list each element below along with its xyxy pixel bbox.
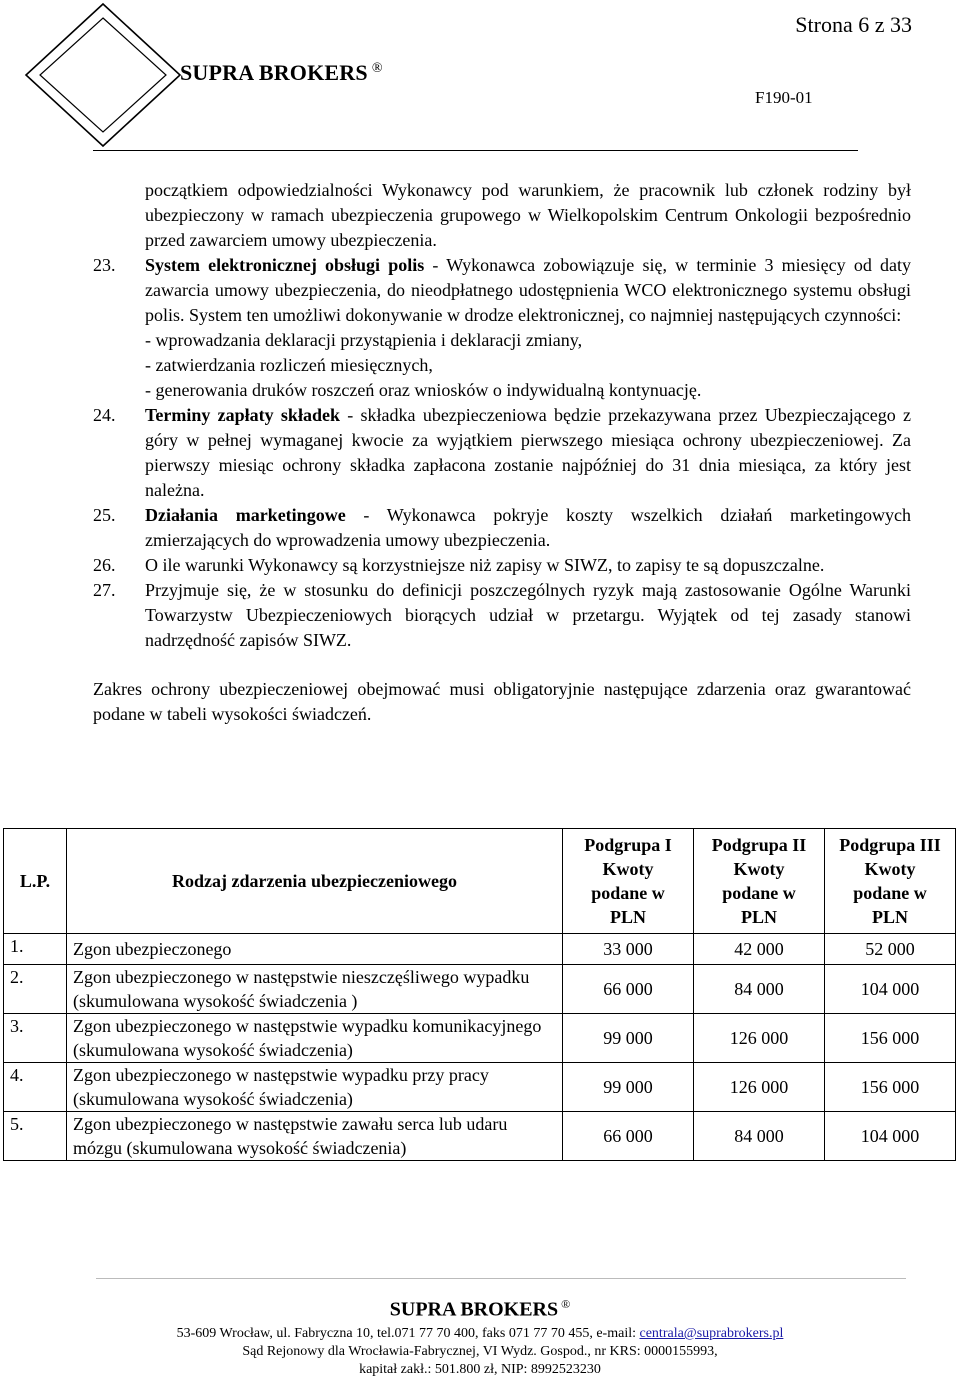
header-line: Kwoty [733, 859, 785, 879]
header-line: podane w [591, 883, 665, 903]
column-header-subgroup-2 [694, 829, 825, 934]
list-item: - zatwierdzania rozliczeń miesięcznych, [145, 355, 433, 375]
footer-brand-text: SUPRA BROKERS [389, 1298, 559, 1321]
header-line: podane w [722, 883, 796, 903]
table-row [4, 1063, 956, 1112]
header-line: Podgrupa I [584, 835, 672, 855]
page-number: Strona 6 z 33 [795, 12, 912, 37]
header-line: PLN [741, 907, 777, 927]
footer-address [0, 1325, 960, 1342]
clause-23-list [93, 328, 911, 403]
header-line: PLN [610, 907, 646, 927]
clause-number: 24. [93, 405, 116, 425]
list-item: - generowania druków roszczeń oraz wniosków o indywidualną kontynuację. [145, 380, 702, 400]
column-header-event-type: Rodzaj zdarzenia ubezpieczeniowego [67, 829, 563, 934]
row-value-subgroup-3: 52 000 [825, 934, 956, 965]
row-value-subgroup-2: 42 000 [694, 934, 825, 965]
row-description: Zgon ubezpieczonego w następstwie wypadku komunikacyjnego (skumulowana wysokość świadczenia) [67, 1014, 563, 1063]
row-value-subgroup-1: 99 000 [563, 1014, 694, 1063]
row-description: Zgon ubezpieczonego w następstwie wypadku przy pracy (skumulowana wysokość świadczenia) [67, 1063, 563, 1112]
header-line: podane w [853, 883, 927, 903]
footer-court-info: Sąd Rejonowy dla Wrocławia-Fabrycznej, VI Wydz. Gospod., nr KRS: 0000155993, [242, 1344, 718, 1359]
clause-title: Działania marketingowe [145, 505, 346, 525]
footer-brand [0, 1297, 960, 1322]
row-description: Zgon ubezpieczonego w następstwie nieszczęśliwego wypadku (skumulowana wysokość świadczenia ) [67, 965, 563, 1014]
table-row [4, 934, 956, 965]
document-code: F190-01 [755, 88, 813, 107]
clause-26 [93, 553, 911, 578]
clause-25 [93, 503, 911, 553]
table-row [4, 1014, 956, 1063]
clause-text: - Wykonawca pokryje koszty wszelkich działań marketingowych zmierzających do wprowadzenia umowy ubezpieczenia. [145, 505, 911, 550]
clause-number: 26. [93, 555, 116, 575]
continuation-paragraph: początkiem odpowiedzialności Wykonawcy pod warunkiem, że pracownik lub członek rodziny był ubezpieczony w ramach ubezpieczenia grupowego w Wielkopolskim Centrum Onkologii bezpośrednio przed zawarciem umowy ubezpieczenia. [145, 180, 911, 250]
row-value-subgroup-1: 66 000 [563, 965, 694, 1014]
clause-number: 25. [93, 505, 116, 525]
document-body [93, 178, 911, 727]
footer-divider [96, 1278, 906, 1279]
registered-mark-icon: ® [561, 1297, 571, 1311]
header-line: Kwoty [602, 859, 654, 879]
row-description: Zgon ubezpieczonego w następstwie zawału serca lub udaru mózgu (skumulowana wysokość świadczenia) [67, 1112, 563, 1161]
clause-24 [93, 403, 911, 503]
row-value-subgroup-1: 33 000 [563, 934, 694, 965]
registered-mark-icon: ® [371, 61, 383, 76]
footer-address-text: 53-609 Wrocław, ul. Fabryczna 10, tel.071 77 70 400, faks 071 77 70 455, e-mail: [176, 1326, 640, 1341]
row-number: 1. [4, 934, 67, 965]
header-line: Podgrupa II [711, 835, 807, 855]
clause-text: Przyjmuje się, że w stosunku do definicji poszczególnych ryzyk mają zastosowanie Ogólne Warunki Towarzystw Ubezpieczeniowych biorących udział w przetargu. Wyjątek od tej zasady stanowi nadrzędność zapisów SIWZ. [145, 580, 911, 650]
row-description: Zgon ubezpieczonego [67, 934, 563, 965]
clause-title: Terminy zapłaty składek [145, 405, 340, 425]
row-value-subgroup-1: 99 000 [563, 1063, 694, 1112]
row-value-subgroup-3: 156 000 [825, 1014, 956, 1063]
row-value-subgroup-2: 84 000 [694, 1112, 825, 1161]
column-header-subgroup-3 [825, 829, 956, 934]
row-number: 4. [4, 1063, 67, 1112]
clause-number: 27. [93, 580, 116, 600]
row-value-subgroup-3: 156 000 [825, 1063, 956, 1112]
header-brand [180, 60, 383, 86]
brand-logo-icon [18, 0, 188, 150]
column-header-lp: L.P. [4, 829, 67, 934]
list-item: - wprowadzania deklaracji przystąpienia i deklaracji zmiany, [145, 330, 583, 350]
header-divider [93, 150, 858, 151]
header-brand-text: SUPRA BROKERS [180, 60, 368, 85]
clause-23 [93, 253, 911, 328]
column-header-subgroup-1 [563, 829, 694, 934]
row-value-subgroup-3: 104 000 [825, 965, 956, 1014]
row-value-subgroup-2: 126 000 [694, 1014, 825, 1063]
row-value-subgroup-3: 104 000 [825, 1112, 956, 1161]
header-line: Kwoty [864, 859, 916, 879]
row-value-subgroup-2: 84 000 [694, 965, 825, 1014]
benefits-table [3, 828, 956, 1161]
footer-email-link[interactable]: centrala@suprabrokers.pl [639, 1326, 784, 1341]
row-number: 5. [4, 1112, 67, 1161]
header-line: PLN [872, 907, 908, 927]
table-header-row [4, 829, 956, 934]
row-number: 3. [4, 1014, 67, 1063]
clause-text: - Wykonawca zobowiązuje się, w terminie 3 miesięcy od daty zawarcia umowy ubezpieczenia, do nieodpłatnego udostępnienia WCO elektronicznego systemu obsługi polis. System ten umożliwi dokonywanie w drodze elektronicznej, co najmniej następujących czynności: [145, 255, 911, 325]
row-value-subgroup-2: 126 000 [694, 1063, 825, 1112]
row-value-subgroup-1: 66 000 [563, 1112, 694, 1161]
clause-text: O ile warunki Wykonawcy są korzystniejsze niż zapisy w SIWZ, to zapisy te są dopuszczalne. [145, 555, 825, 575]
clause-title: System elektronicznej obsługi polis [145, 255, 425, 275]
header-line: Podgrupa III [839, 835, 941, 855]
table-intro-paragraph: Zakres ochrony ubezpieczeniowej obejmować musi obligatoryjnie następujące zdarzenia oraz gwarantować podane w tabeli wysokości świadczeń. [93, 679, 911, 724]
table-row [4, 965, 956, 1014]
table-row [4, 1112, 956, 1161]
clause-text: - składka ubezpieczeniowa będzie przekazywana przez Ubezpieczającego z góry w pełnej wymaganej kwocie za wyjątkiem pierwszego miesiąca ochrony ubezpieczeniowej. Za pierwszy miesiąc ochrony składka zapłacona zostanie najpóźniej do 31 dnia miesiąca, za który jest należna. [145, 405, 911, 500]
footer-capital-info: kapitał zakł.: 501.800 zł, NIP: 8992523230 [359, 1362, 601, 1377]
clause-27 [93, 578, 911, 653]
row-number: 2. [4, 965, 67, 1014]
clause-number: 23. [93, 255, 116, 275]
